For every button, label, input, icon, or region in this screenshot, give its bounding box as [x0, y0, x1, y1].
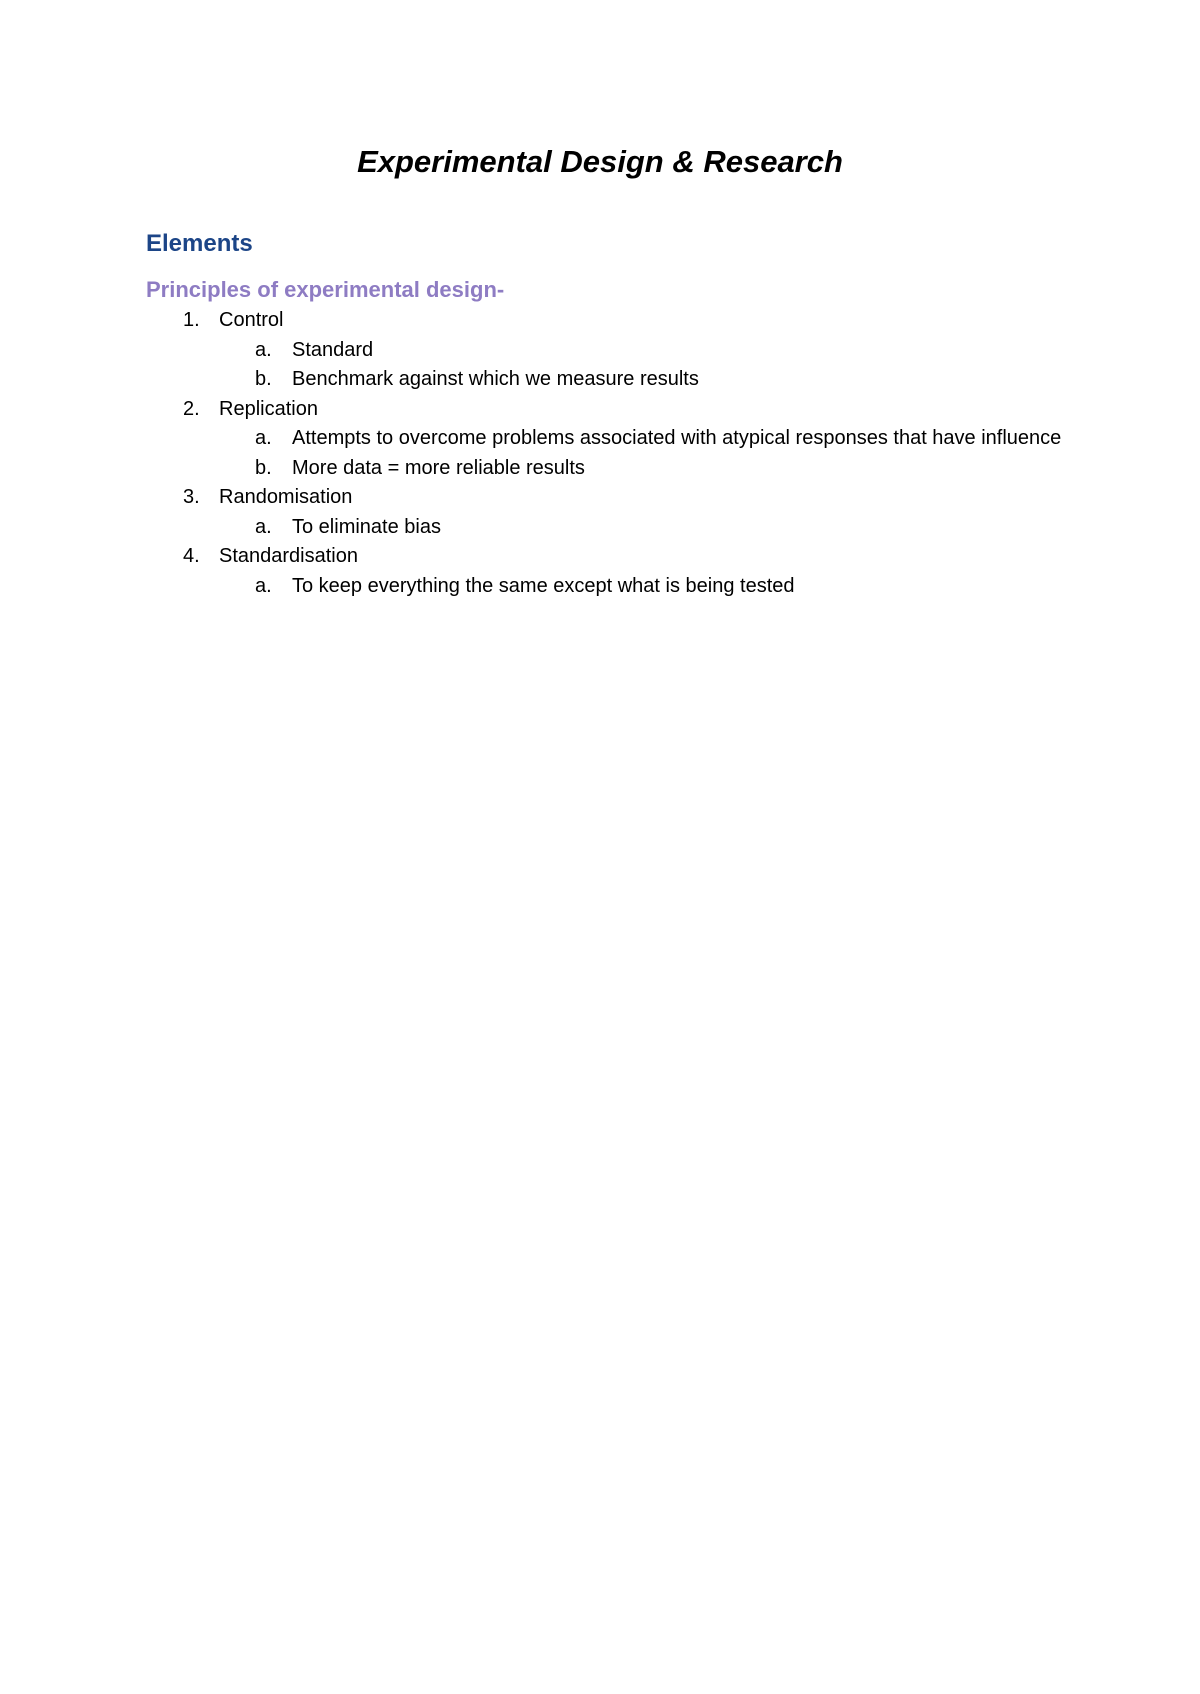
list-item-text: Replication	[219, 397, 318, 420]
list-item	[146, 483, 1076, 542]
subsection-heading: Principles of experimental design-	[146, 277, 505, 302]
sub-list-item	[219, 424, 1076, 454]
sub-list	[219, 513, 1076, 543]
sub-list	[219, 572, 1076, 602]
sub-list-letter: b.	[255, 368, 272, 390]
section-heading: Elements	[146, 230, 253, 257]
list-item	[146, 306, 1076, 395]
sub-list-item-text: To eliminate bias	[292, 515, 441, 538]
sub-list-item-text: More data = more reliable results	[292, 456, 585, 479]
document-title: Experimental Design & Research	[357, 144, 843, 179]
list-item-text: Randomisation	[219, 486, 353, 508]
sub-list-item	[219, 365, 1076, 395]
sub-list-letter: a.	[255, 574, 272, 597]
sub-list-item-text: Attempts to overcome problems associated with atypical responses that have influence	[292, 427, 1062, 449]
principles-list	[146, 306, 1076, 601]
sub-list-item-text: Benchmark against which we measure results	[292, 368, 699, 390]
list-item	[146, 542, 1076, 601]
sub-list-item-text: Standard	[292, 338, 374, 361]
sub-list	[219, 424, 1076, 483]
list-number: 3.	[183, 486, 200, 508]
sub-list-letter: a.	[255, 427, 272, 449]
sub-list-item	[219, 454, 1076, 484]
sub-list-item	[219, 336, 1076, 366]
list-item-text: Control	[219, 309, 284, 331]
sub-list-letter: a.	[255, 515, 272, 538]
sub-list-letter: a.	[255, 338, 272, 361]
sub-list-item	[219, 572, 1076, 602]
list-number: 1.	[183, 309, 200, 331]
list-item	[146, 395, 1076, 484]
sub-list-item-text: To keep everything the same except what is being tested	[292, 574, 795, 597]
list-item-text: Standardisation	[219, 545, 358, 567]
sub-list-letter: b.	[255, 456, 272, 479]
list-number: 2.	[183, 397, 200, 420]
sub-list	[219, 336, 1076, 395]
list-number: 4.	[183, 545, 200, 567]
sub-list-item	[219, 513, 1076, 543]
